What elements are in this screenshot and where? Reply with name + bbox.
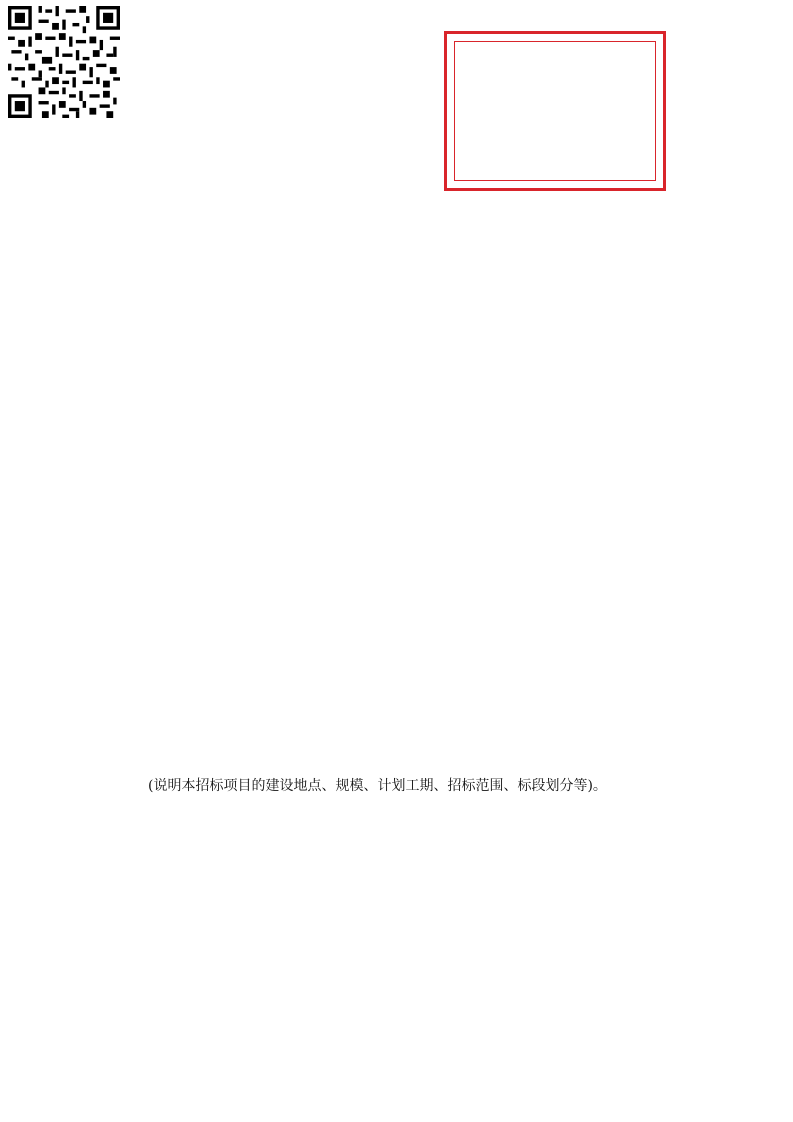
- filing-seal-stamp: [444, 31, 666, 191]
- seal-inner-border: [454, 41, 656, 181]
- scope-note: (说明本招标项目的建设地点、规模、计划工期、招标范围、标段划分等)。: [148, 778, 607, 794]
- qr-code: [8, 6, 120, 118]
